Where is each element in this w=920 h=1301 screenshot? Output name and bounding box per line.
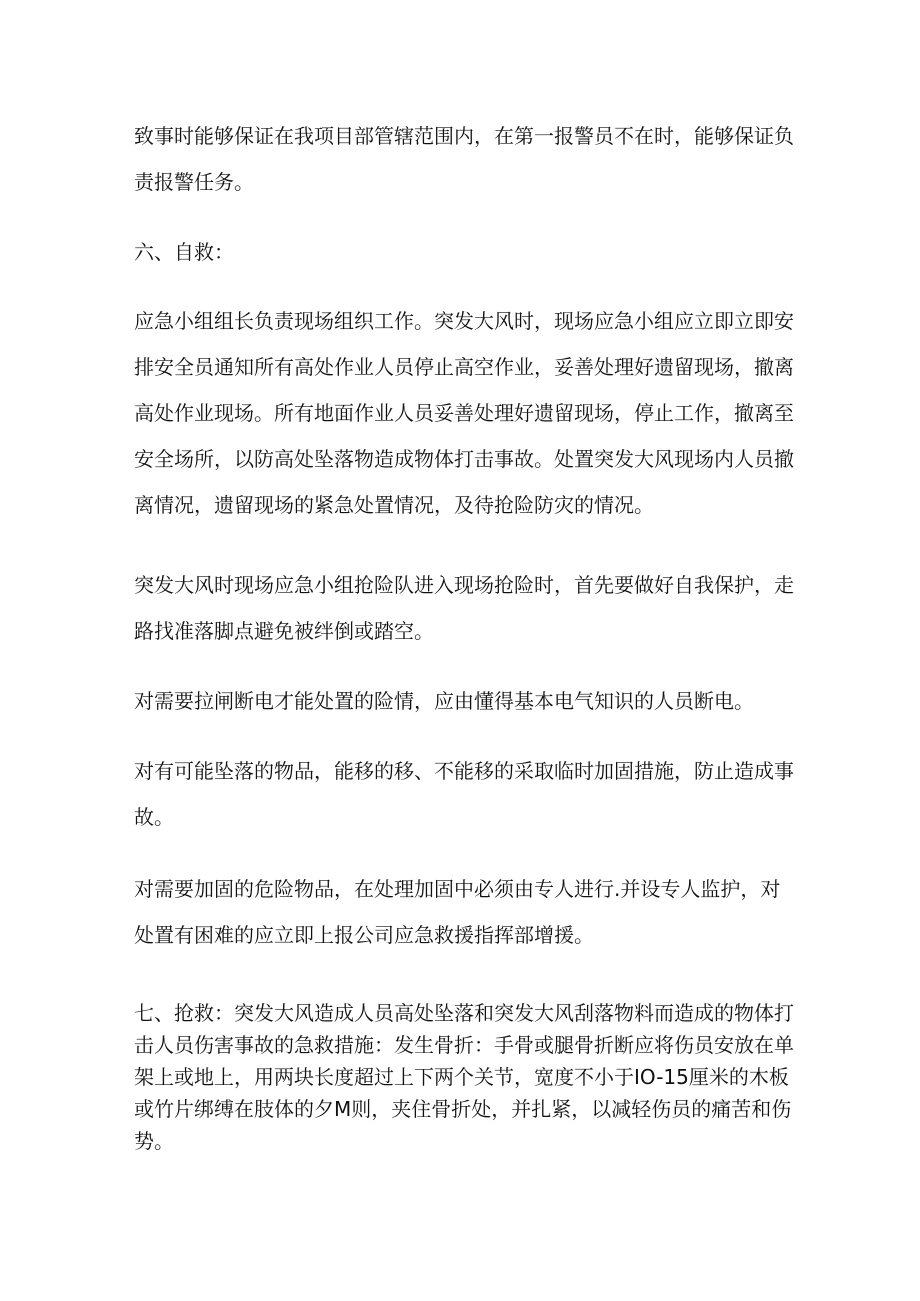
paragraph-reinforcement xyxy=(134,866,780,958)
text-line: 处置有困难的应立即上报公司应急救援指挥部增援。 xyxy=(134,923,594,947)
text-line: 突发大风时现场应急小组抢险队进入现场抢险时，首先要做好自我保护，走 xyxy=(134,573,794,597)
text-line: 势。 xyxy=(134,1129,174,1153)
paragraph-power-off xyxy=(134,678,754,724)
text-line: 架上或地上，用两块长度超过上下两个关节，宽度不小于IO-15厘米的木板 xyxy=(134,1065,789,1089)
text-line: 应急小组组长负责现场组织工作。突发大风时，现场应急小组应立即立即安 xyxy=(134,309,794,333)
paragraph-team-leader xyxy=(134,298,794,528)
text-line: 对需要拉闸断电才能处置的险情，应由懂得基本电气知识的人员断电。 xyxy=(134,689,754,713)
text-line: 离情况，遗留现场的紧急处置情况，及待抢险防灾的情况。 xyxy=(134,493,654,517)
text-line: 路找准落脚点避免被绊倒或踏空。 xyxy=(134,619,434,643)
paragraph-falling-items xyxy=(134,748,794,840)
text-line: 故。 xyxy=(134,805,174,829)
text-line: 七、抢救：突发大风造成人员高处坠落和突发大风刮落物料而造成的物体打 xyxy=(134,1001,794,1025)
text-line: 或竹片绑缚在肢体的夕M则，夹住骨折处，并扎紧，以减轻伤员的痛苦和伤 xyxy=(134,1097,792,1121)
text-line: 安全场所，以防高处坠落物造成物体打击事故。处置突发大风现场内人员撤 xyxy=(134,447,794,471)
text-line: 高处作业现场。所有地面作业人员妥善处理好遗留现场，停止工作，撤离至 xyxy=(134,401,794,425)
text-line: 对有可能坠落的物品，能移的移、不能移的采取临时加固措施，防止造成事 xyxy=(134,759,794,783)
section-heading-self-rescue xyxy=(134,229,234,275)
text-line: 致事时能够保证在我项目部管辖范围内，在第一报警员不在时，能够保证负 xyxy=(134,124,794,148)
text-line: 对需要加固的危险物品，在处理加固中必须由专人进行.并设专人监护，对 xyxy=(134,877,781,901)
text-line: 击人员伤害事故的急救措施：发生骨折：手骨或腿骨折断应将伤员安放在单 xyxy=(134,1033,794,1057)
paragraph-report-duty xyxy=(134,113,794,205)
paragraph-rescue-team xyxy=(134,562,794,654)
text-line: 责报警任务。 xyxy=(134,170,254,194)
heading-text: 六、自救： xyxy=(134,240,234,264)
section-first-aid xyxy=(134,997,794,1157)
text-line: 排安全员通知所有高处作业人员停止高空作业，妥善处理好遗留现场，撤离 xyxy=(134,355,794,379)
